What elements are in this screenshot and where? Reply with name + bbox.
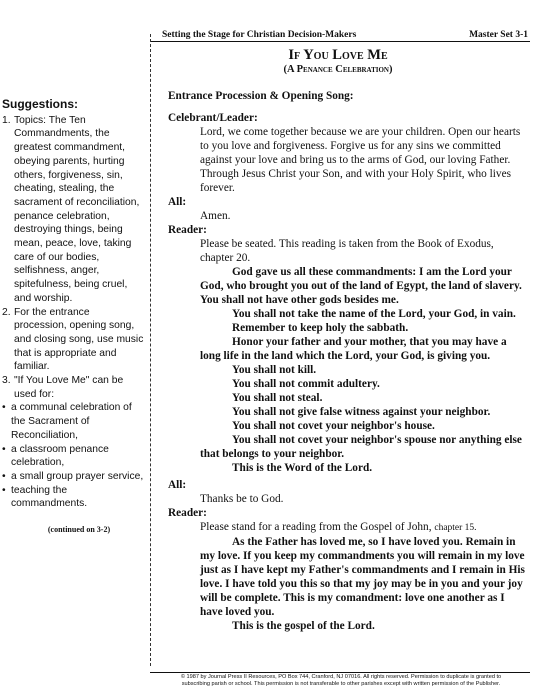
entrance-heading: Entrance Procession & Opening Song: xyxy=(168,90,354,102)
header-rule xyxy=(150,41,530,42)
celebrant-heading: Celebrant/Leader: xyxy=(168,112,258,124)
reading-intro: Please stand for a reading from the Gospel of John, chapter 15. xyxy=(200,521,477,533)
commandment-line: You shall not covet your neighbor's house. xyxy=(232,420,435,432)
commandment-line: You shall not covet your neighbor's spouse nor anything else that belongs to your neighbor. xyxy=(200,434,522,460)
celebration-script xyxy=(168,48,528,633)
header-series: Setting the Stage for Christian Decision-Makers xyxy=(162,30,357,40)
column-divider xyxy=(150,34,151,666)
suggestions-sidebar xyxy=(2,98,144,534)
continued-note: (continued on 3-2) xyxy=(47,525,111,535)
bullet-icon: • xyxy=(2,402,6,414)
reading-intro: Please be seated. This reading is taken from the Book of Exodus, chapter 20. xyxy=(200,238,494,264)
commandment-line: Honor your father and your mother, that you may have a long life in the land which the Lord, your God, is giving you. xyxy=(200,336,507,362)
all-heading: All: xyxy=(168,196,187,208)
gospel-reading xyxy=(168,520,528,633)
bullet-icon: • xyxy=(2,470,6,482)
page-title: If You Love Me xyxy=(288,47,388,63)
header-master-set: Master Set 3-1 xyxy=(469,30,528,40)
reader-heading: Reader: xyxy=(168,507,207,519)
commandment-line: You shall not give false witness against your neighbor. xyxy=(232,406,491,418)
thanks-response: Thanks be to God. xyxy=(200,493,284,505)
suggestion-bullet: • a communal celebration of the Sacrament of Reconciliation, xyxy=(2,402,132,441)
bullet-icon: • xyxy=(2,443,6,455)
commandment-line: You shall not steal. xyxy=(232,392,323,404)
exodus-reading xyxy=(168,237,528,475)
all-heading: All: xyxy=(168,479,187,491)
suggestions-heading: Suggestions: xyxy=(2,97,79,111)
suggestion-bullet: • a classroom penance celebration, xyxy=(2,443,109,469)
commandment-line: You shall not commit adultery. xyxy=(232,378,380,390)
commandment-line: Remember to keep holy the sabbath. xyxy=(232,322,409,334)
commandment-line: You shall not kill. xyxy=(232,364,317,376)
copyright-footer: © 1987 by Journal Press II Resources, PO Box 744, Cranford, NJ 07016. All rights reserved. Permission to duplicate is granted to subscribing parish or school. This permission is not transferable to other parishes except with written permission of the Publisher. xyxy=(180,674,502,687)
commandment-line: You shall not take the name of the Lord, your God, in vain. xyxy=(232,308,516,320)
suggestion-item: 2. For the entrance procession, opening song, and closing song, use music that is appropriate and familiar. xyxy=(2,306,144,373)
suggestion-item: 1. Topics: The Ten Commandments, the greatest commandment, obeying parents, hurting others, forgiveness, sin, cheating, stealing, the sacrament of reconciliation, penance celebration, destroying things, being mean, peace, love, taking care of our bodies, selfishness, anger, spitefulness, being cruel, and worship. xyxy=(2,114,140,304)
celebrant-prayer: Lord, we come together because we are your children. Open our hearts to you love and forgiveness. Forgive us for any sins we committed against your love and bring us to the arms of God, our loving Father. Through Jesus Christ your Son, and with your Holy Spirit, who lives forever. xyxy=(200,126,521,194)
page-subtitle: (A Penance Celebration) xyxy=(283,64,393,75)
gospel-closing: This is the gospel of the Lord. xyxy=(232,620,375,632)
footer-rule xyxy=(150,672,530,673)
commandment-line: God gave us all these commandments: I am the Lord your God, who brought you out of the land of Egypt, the land of slavery. You shall not have other gods besides me. xyxy=(200,266,522,306)
suggestion-bullet: • a small group prayer service, xyxy=(2,470,144,482)
gospel-passage: As the Father has loved me, so I have loved you. Remain in my love. If you keep my commandments you will remain in my love just as I have kept my Father's commandments and I remain in His love. I have told you this so that my joy may be in you and your joy will be complete. This is my comandment: love one another as I have loved you. xyxy=(200,536,525,618)
word-of-lord: This is the Word of the Lord. xyxy=(232,462,373,474)
amen-response: Amen. xyxy=(200,210,231,222)
reader-heading: Reader: xyxy=(168,224,207,236)
suggestion-item: 3. "If You Love Me" can be used for: xyxy=(2,375,124,400)
suggestion-bullet: • teaching the commandments. xyxy=(2,484,88,510)
bullet-icon: • xyxy=(2,484,6,496)
